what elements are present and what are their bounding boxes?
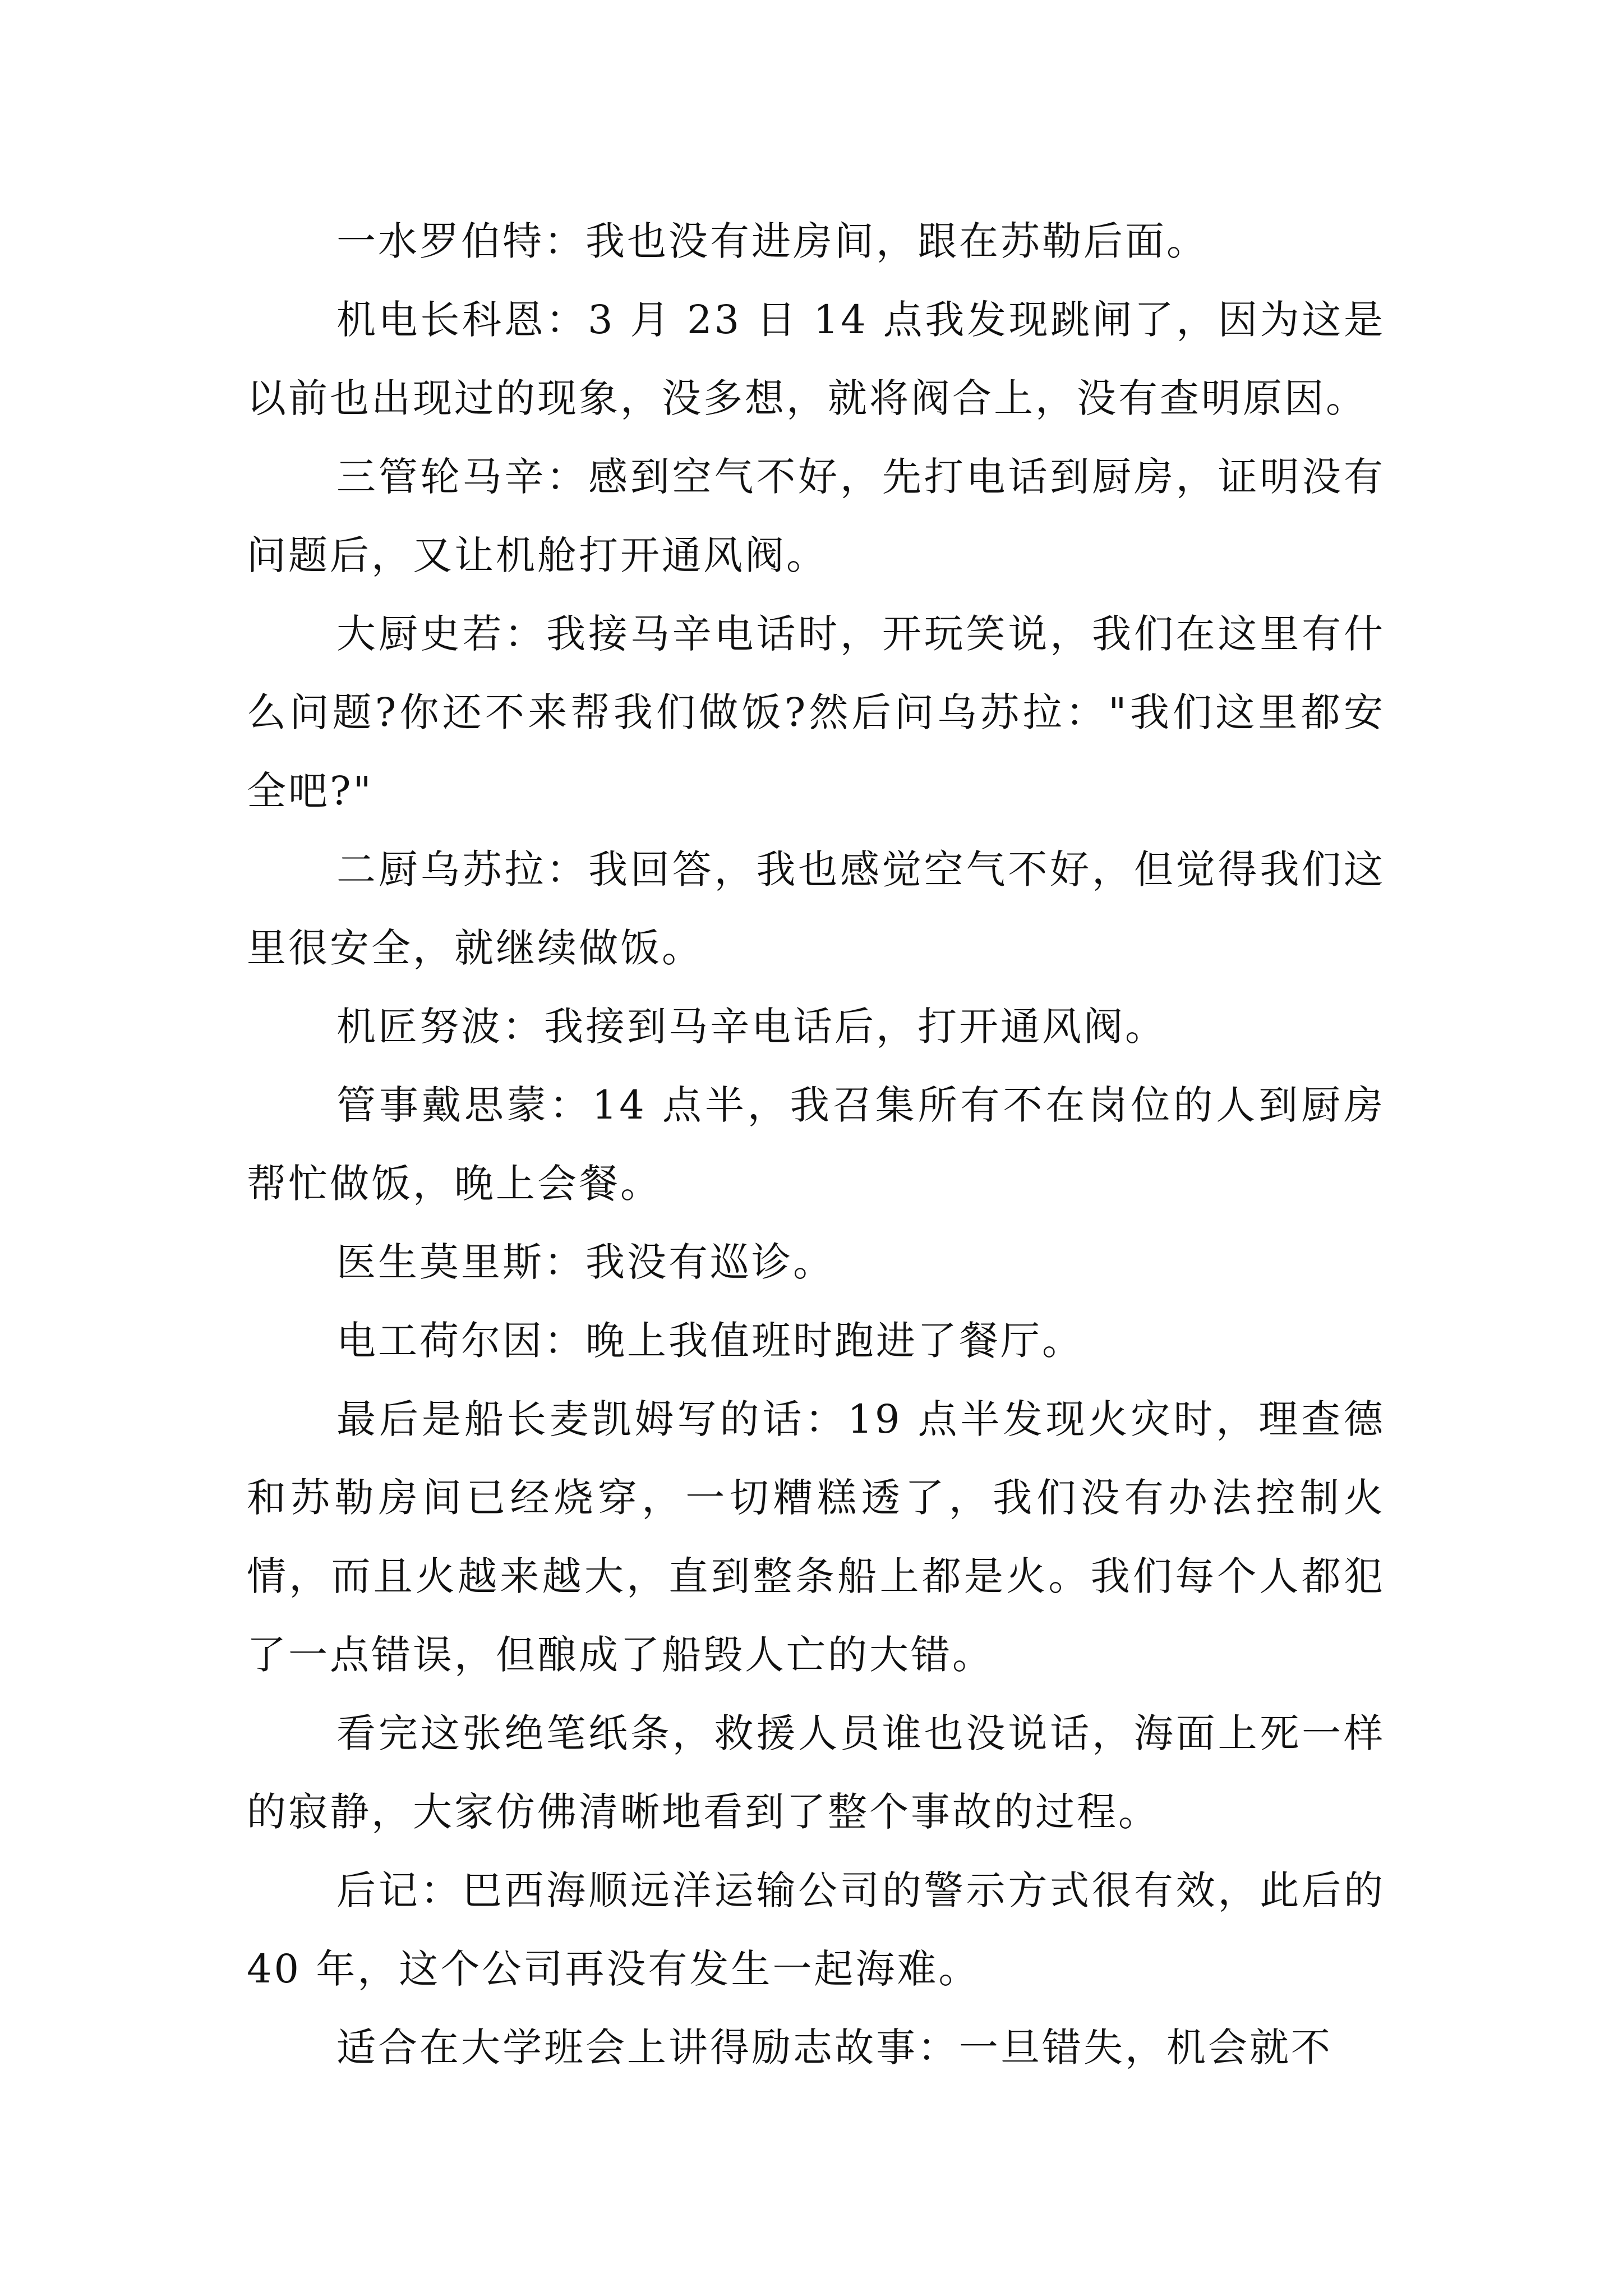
paragraph: 二厨乌苏拉：我回答，我也感觉空气不好，但觉得我们这里很安全，就继续做饭。: [247, 846, 1385, 971]
paragraph: 最后是船长麦凯姆写的话：19 点半发现火灾时，理查德和苏勒房间已经烧穿，一切糟糕透了，我们没有办法控制火情，而且火越来越大，直到整条船上都是火。我们每个人都犯了一点错误，但酿成了船毁人亡的大错。: [247, 1396, 1385, 1678]
paragraph: 适合在大学班会上讲得励志故事：一旦错失，机会就不: [336, 2024, 1332, 2070]
paragraph: 一水罗伯特：我也没有进房间，跟在苏勒后面。: [336, 218, 1208, 264]
paragraph: 医生莫里斯：我没有巡诊。: [336, 1239, 834, 1285]
paragraph: 机匠努波：我接到马辛电话后，打开通风阀。: [336, 1004, 1166, 1050]
document-page: [247, 202, 1385, 2266]
paragraph: 电工荷尔因：晚上我值班时跑进了餐厅。: [336, 1318, 1083, 1364]
paragraph: 大厨史若：我接马辛电话时，开玩笑说，我们在这里有什么问题?你还不来帮我们做饭?然后问乌苏拉："我们这里都安全吧?": [247, 611, 1385, 814]
paragraph: 管事戴思蒙：14 点半，我召集所有不在岗位的人到厨房帮忙做饭，晚上会餐。: [247, 1082, 1385, 1207]
paragraph: 三管轮马辛：感到空气不好，先打电话到厨房，证明没有问题后，又让机舱打开通风阀。: [247, 454, 1385, 578]
paragraph: 机电长科恩：3 月 23 日 14 点我发现跳闸了，因为这是以前也出现过的现象，没多想，就将阀合上，没有查明原因。: [247, 297, 1385, 421]
paragraph: 后记：巴西海顺远洋运输公司的警示方式很有效，此后的 40 年，这个公司再没有发生一起海难。: [247, 1867, 1385, 1992]
paragraph: 看完这张绝笔纸条，救援人员谁也没说话，海面上死一样的寂静，大家仿佛清晰地看到了整个事故的过程。: [247, 1710, 1385, 1835]
